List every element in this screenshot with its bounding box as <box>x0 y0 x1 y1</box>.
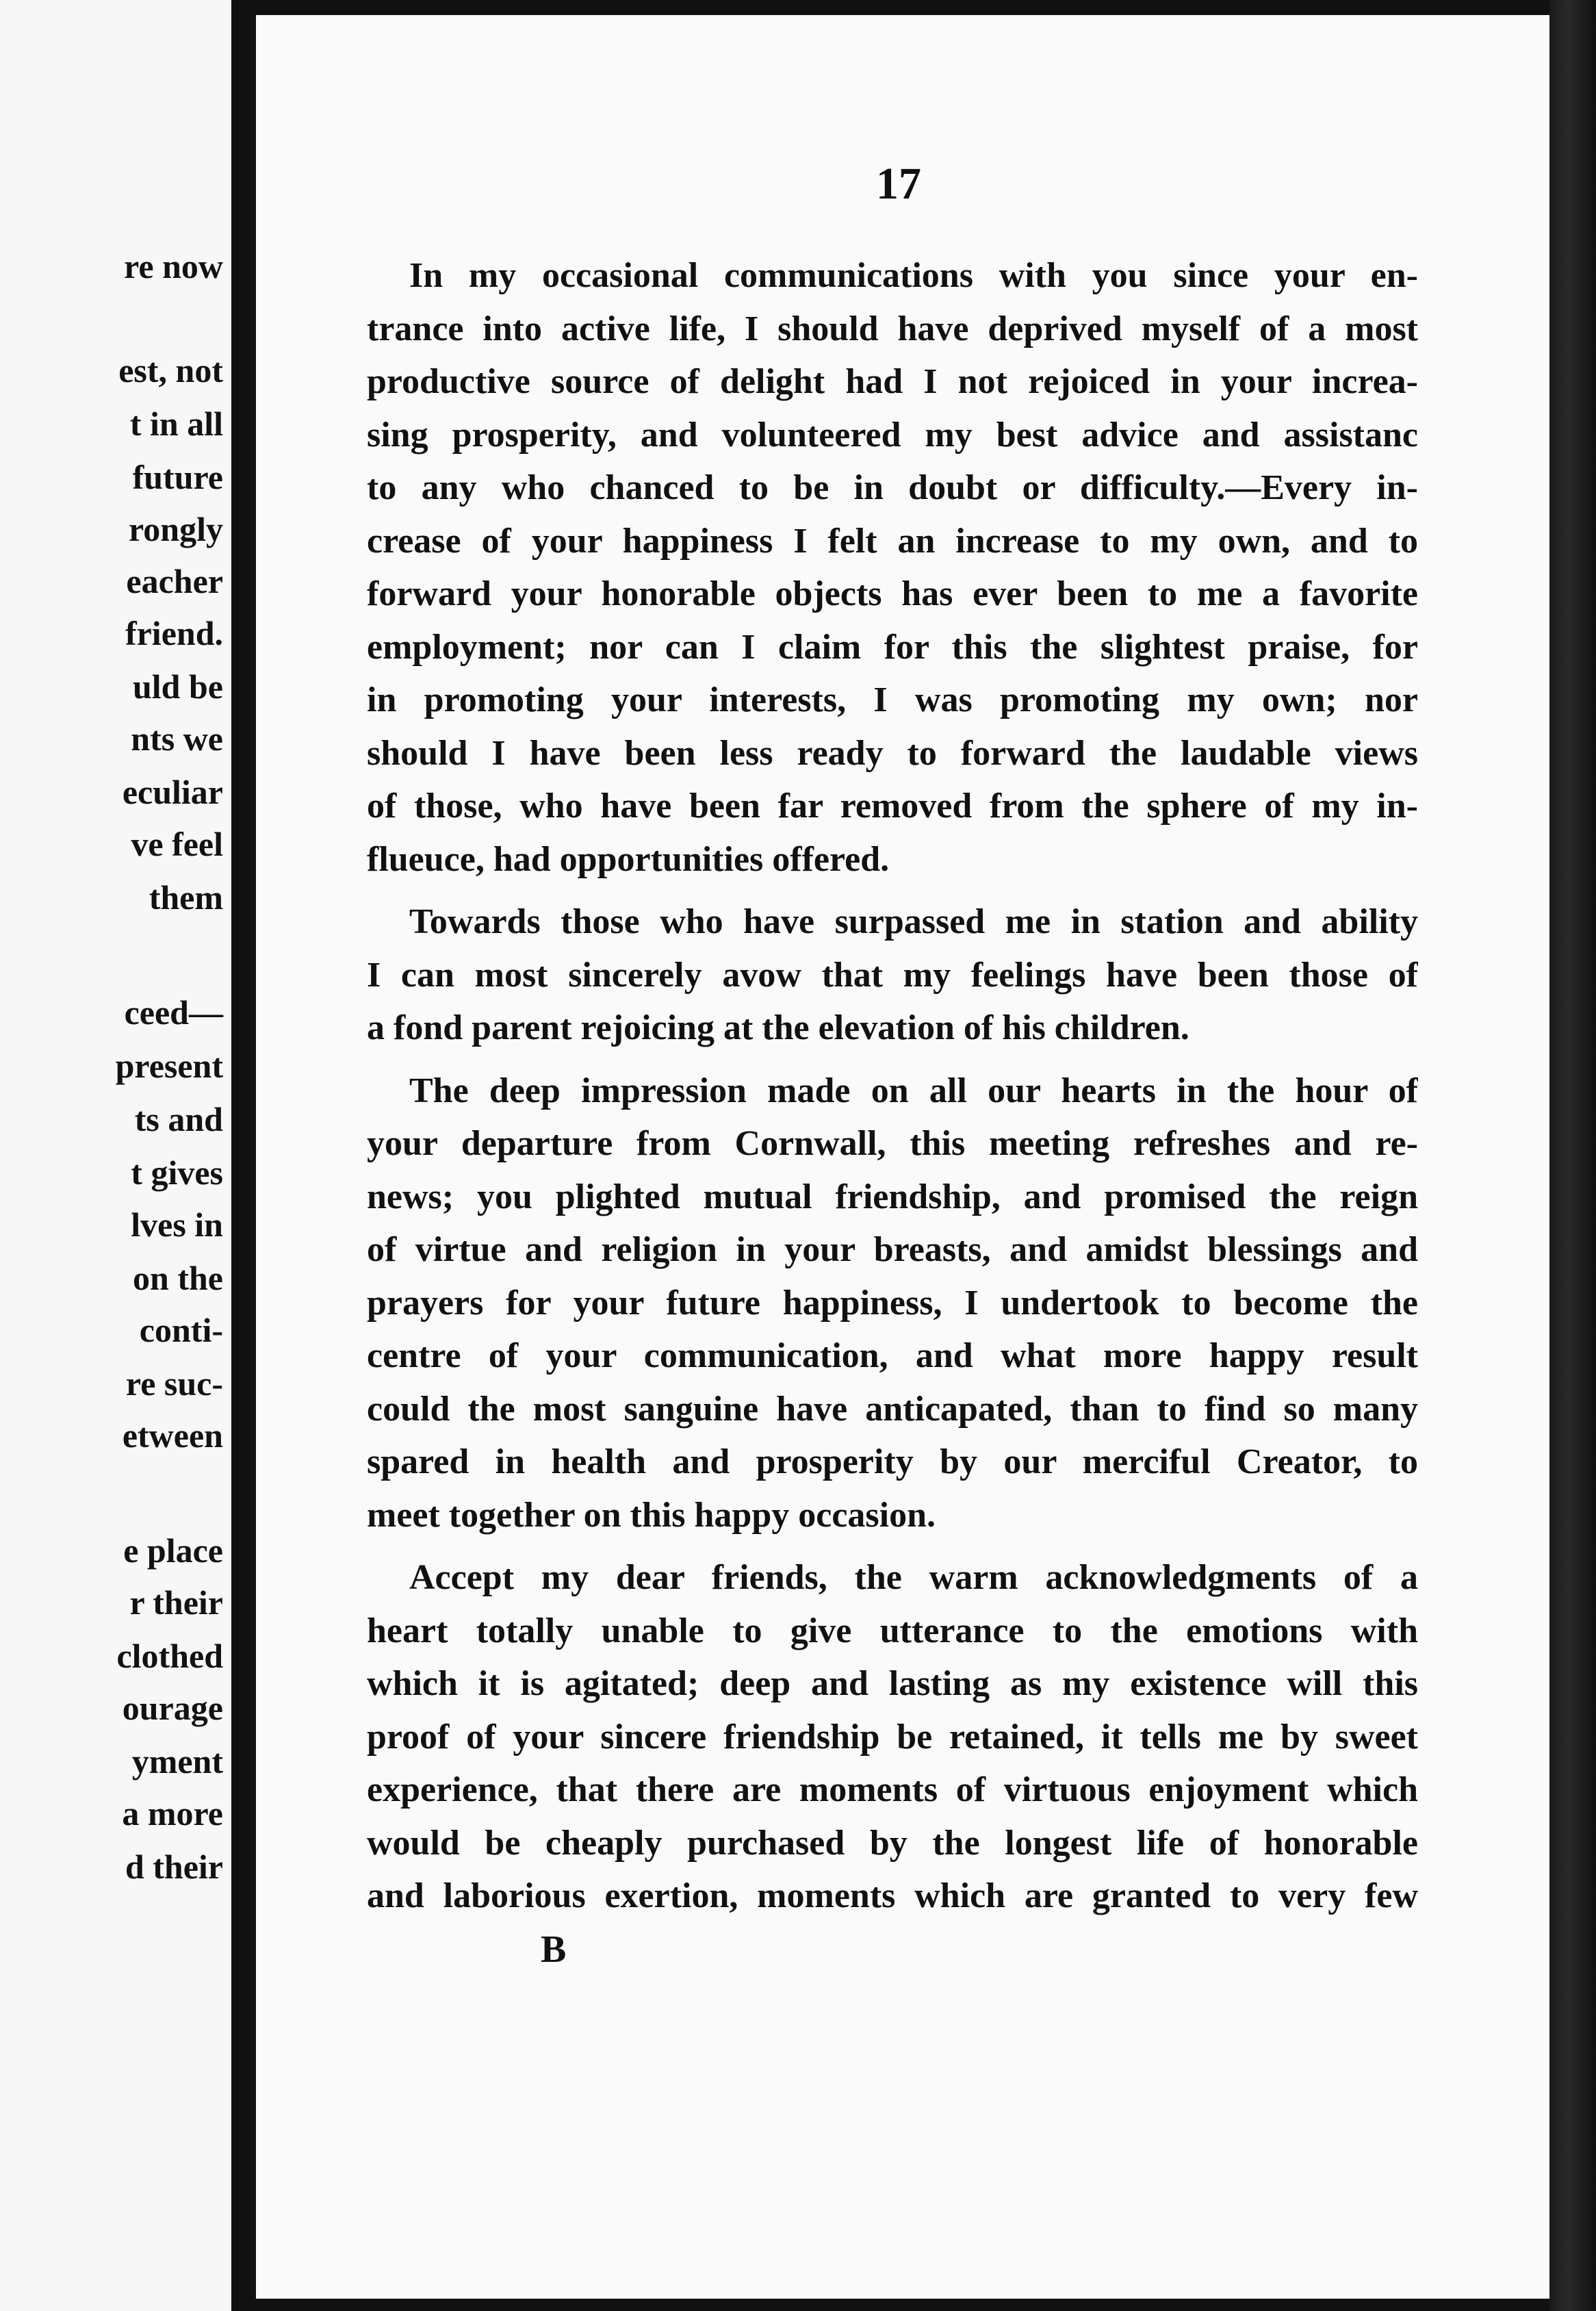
text-line: prayers for your future happiness, I undertook to become the <box>367 1283 1418 1323</box>
left-page-line: est, not <box>118 351 223 390</box>
text-line: your departure from Cornwall, this meeting refreshes and re- <box>367 1124 1418 1163</box>
text-line: which it is agitated; deep and lasting as my existence will this <box>367 1664 1418 1703</box>
left-facing-page <box>0 0 231 2311</box>
body-text <box>367 249 1418 1923</box>
left-page-line: eculiar <box>122 773 223 811</box>
left-page-line: on the <box>133 1259 223 1297</box>
left-page-line: lves in <box>131 1205 223 1244</box>
left-page-line: friend. <box>125 614 223 652</box>
text-line: news; you plighted mutual friendship, and promised the reign <box>367 1177 1418 1216</box>
signature-mark: B <box>541 1928 567 1971</box>
text-line: in promoting your interests, I was promoting my own; nor <box>367 680 1418 719</box>
paragraph-gap <box>367 886 1418 895</box>
text-line: should I have been less ready to forward the laudable views <box>367 733 1418 773</box>
left-page-line: etween <box>122 1416 223 1455</box>
left-page-line: future <box>132 458 223 496</box>
book-gutter <box>231 0 256 2311</box>
paragraph <box>367 249 1418 886</box>
text-line: could the most sanguine have anticapated, than to find so many <box>367 1389 1418 1429</box>
text-line: experience, that there are moments of virtuous enjoyment which <box>367 1770 1418 1809</box>
left-page-line: ts and <box>134 1100 223 1138</box>
paragraph <box>367 895 1418 1055</box>
text-line: forward your honorable objects has ever been to me a favorite <box>367 574 1418 613</box>
text-line: flueuce, had opportunities offered. <box>367 839 890 879</box>
left-page-line: clothed <box>116 1637 223 1675</box>
left-page-line: t in all <box>129 405 223 443</box>
text-line: heart totally unable to give utterance to the emotions with <box>367 1611 1418 1650</box>
paragraph-gap <box>367 1542 1418 1551</box>
left-page-line: present <box>115 1047 223 1085</box>
text-line: to any who chanced to be in doubt or difficulty.—Every in- <box>367 468 1418 507</box>
left-page-line: ceed— <box>124 993 223 1032</box>
left-page-line: eacher <box>126 562 223 600</box>
text-line: would be cheaply purchased by the longest life of honorable <box>367 1823 1418 1863</box>
text-line: The deep impression made on all our hearts in the hour of <box>409 1071 1418 1110</box>
text-line: Towards those who have surpassed me in station and ability <box>409 902 1418 941</box>
left-page-line: r their <box>129 1583 223 1622</box>
paragraph-gap <box>367 1055 1418 1064</box>
left-page-line: ve feel <box>131 825 223 863</box>
left-page-line: nts we <box>131 719 223 758</box>
text-line: employment; nor can I claim for this the slightest praise, for <box>367 627 1418 667</box>
text-line: centre of your communication, and what more happy result <box>367 1336 1418 1375</box>
left-page-line: rongly <box>129 510 223 548</box>
text-line: productive source of delight had I not rejoiced in your increa- <box>367 362 1418 401</box>
paragraph <box>367 1551 1418 1923</box>
paragraph <box>367 1064 1418 1542</box>
left-page-line: yment <box>131 1742 223 1780</box>
left-page-line: e place <box>123 1531 223 1570</box>
text-line: proof of your sincere friendship be retained, it tells me by sweet <box>367 1717 1418 1757</box>
left-page-line: a more <box>122 1794 223 1833</box>
left-page-line: t gives <box>131 1153 223 1192</box>
left-page-line: re now <box>124 247 223 285</box>
left-page-line: re suc- <box>125 1364 223 1403</box>
left-page-text <box>1 0 227 2311</box>
text-line: sing prosperity, and volunteered my best advice and assistanc <box>367 415 1418 455</box>
text-line: spared in health and prosperity by our merciful Creator, to <box>367 1442 1418 1481</box>
left-page-line: uld be <box>132 667 223 706</box>
text-line: crease of your happiness I felt an increase to my own, and to <box>367 521 1418 561</box>
text-line: I can most sincerely avow that my feelings have been those of <box>367 955 1418 995</box>
text-line: of virtue and religion in your breasts, and amidst blessings and <box>367 1230 1418 1269</box>
page-number: 17 <box>876 159 921 209</box>
text-line: meet together on this happy occasion. <box>367 1495 936 1535</box>
left-page-line: them <box>149 878 223 917</box>
page-edge <box>1549 0 1596 2311</box>
text-line: a fond parent rejoicing at the elevation of his children. <box>367 1008 1189 1047</box>
text-line: and laborious exertion, moments which are granted to very few <box>367 1876 1418 1915</box>
text-line: In my occasional communications with you since your en- <box>409 256 1418 295</box>
left-page-line: conti- <box>139 1311 223 1349</box>
text-line: Accept my dear friends, the warm acknowledgments of a <box>409 1558 1418 1597</box>
text-line: of those, who have been far removed from the sphere of my in- <box>367 787 1418 826</box>
left-page-line: d their <box>125 1848 223 1886</box>
left-page-line: ourage <box>122 1689 223 1727</box>
text-line: trance into active life, I should have deprived myself of a most <box>367 309 1418 348</box>
